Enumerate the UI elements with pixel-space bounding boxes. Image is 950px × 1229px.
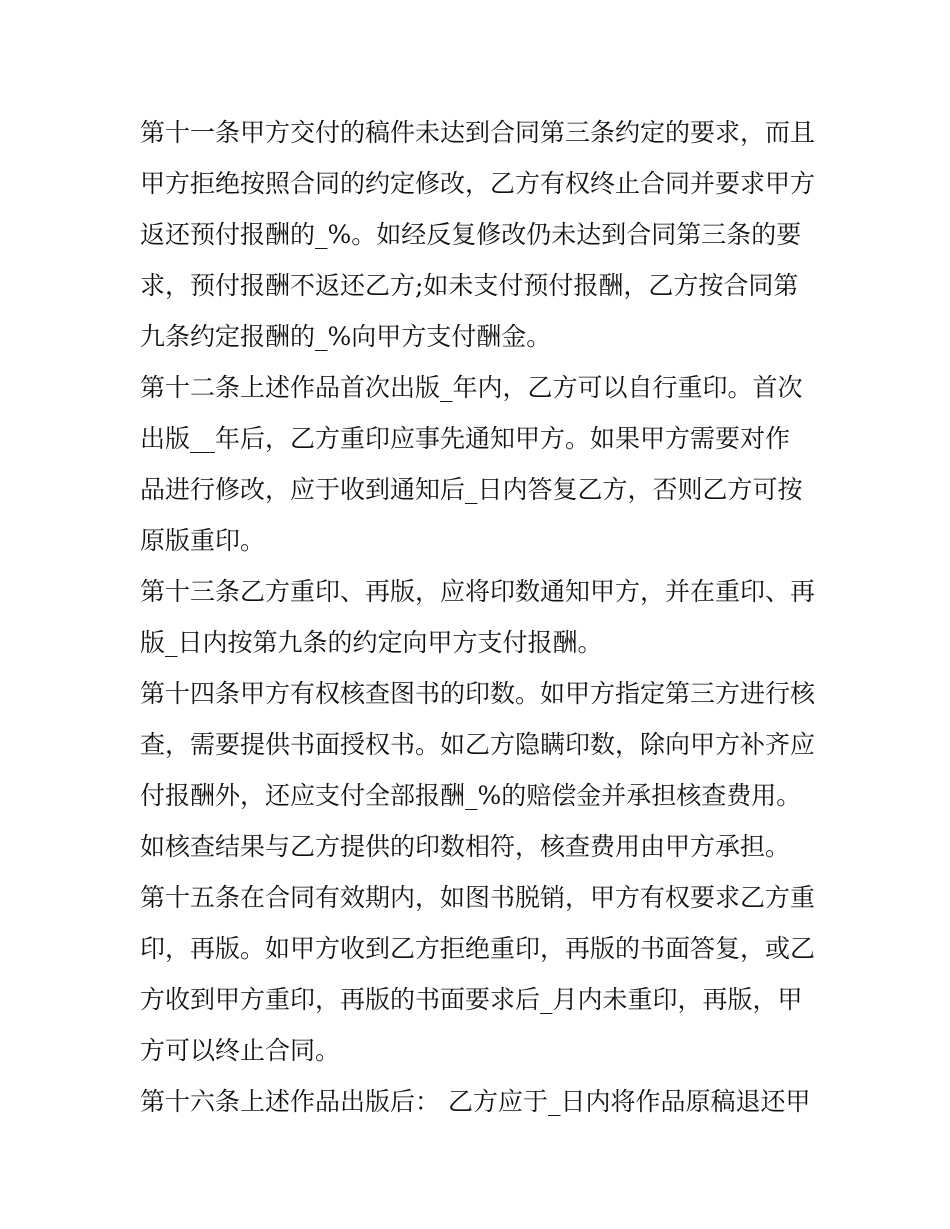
text-line: 第十一条甲方交付的稿件未达到合同第三条约定的要求，而且 <box>140 118 816 147</box>
text-line: 甲方拒绝按照合同的约定修改，乙方有权终止合同并要求甲方 <box>140 169 816 198</box>
contract-text <box>140 107 820 1127</box>
text-line: 如核查结果与乙方提供的印数相符，核查费用由甲方承担。 <box>140 832 791 861</box>
text-line: 版_日内按第九条的约定向甲方支付报酬。 <box>140 628 603 657</box>
text-line: 求，预付报酬不返还乙方;如未支付预付报酬，乙方按合同第 <box>140 271 799 300</box>
text-line: 九条约定报酬的_%向甲方支付酬金。 <box>140 322 552 351</box>
text-line: 方收到甲方重印，再版的书面要求后_月内未重印，再版，甲 <box>140 985 803 1014</box>
text-line: 第十三条乙方重印、再版，应将印数通知甲方，并在重印、再 <box>140 577 816 606</box>
text-line: 返还预付报酬的_%。如经反复修改仍未达到合同第三条的要 <box>140 220 802 249</box>
text-line: 第十四条甲方有权核查图书的印数。如甲方指定第三方进行核 <box>140 679 816 708</box>
text-line: 第十二条上述作品首次出版_年内，乙方可以自行重印。首次 <box>140 373 803 402</box>
text-line: 第十五条在合同有效期内，如图书脱销，甲方有权要求乙方重 <box>140 883 816 912</box>
text-line: 品进行修改，应于收到通知后_日内答复乙方，否则乙方可按 <box>140 475 803 504</box>
text-line: 原版重印。 <box>140 526 266 555</box>
text-line: 付报酬外，还应支付全部报酬_%的赔偿金并承担核查费用。 <box>140 781 802 810</box>
text-line: 方可以终止合同。 <box>140 1036 341 1065</box>
text-line: 出版__年后，乙方重印应事先通知甲方。如果甲方需要对作 <box>140 424 791 453</box>
text-line: 查，需要提供书面授权书。如乙方隐瞒印数，除向甲方补齐应 <box>140 730 816 759</box>
text-line: 第十六条上述作品出版后： 乙方应于_日内将作品原稿退还甲 <box>140 1087 811 1116</box>
text-line: 印，再版。如甲方收到乙方拒绝重印，再版的书面答复，或乙 <box>140 934 816 963</box>
